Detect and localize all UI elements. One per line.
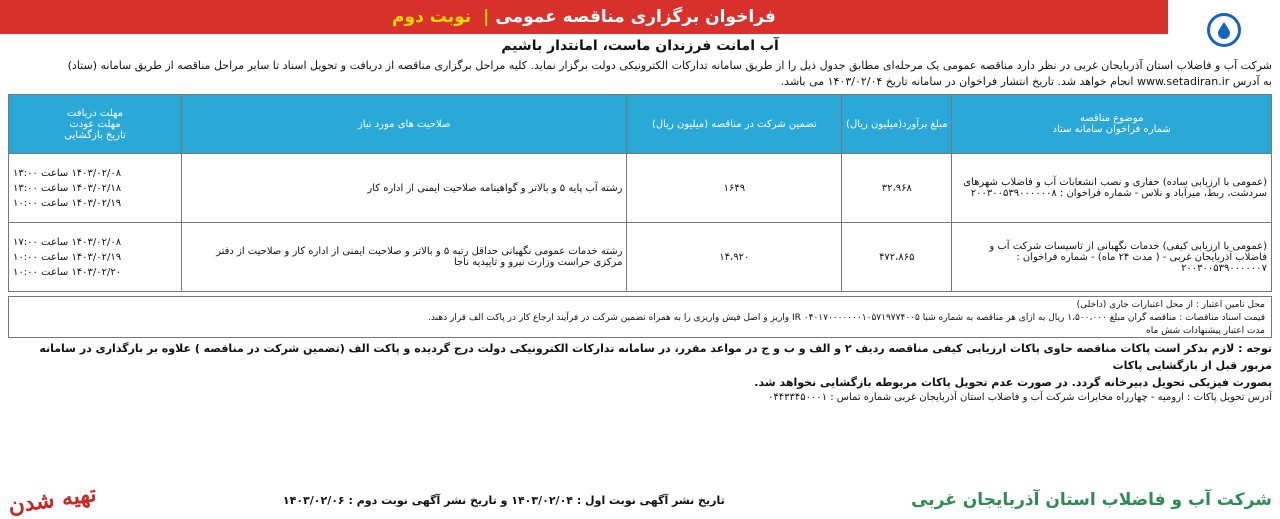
notice-footer	[0, 480, 1280, 519]
notice-title: فراخوان برگزاری مناقصه عمومی	[495, 7, 776, 27]
row-qualifications: رشته آب پایه ۵ و بالاتر و گواهینامه صلاحیت ایمنی از اداره کار	[181, 154, 626, 223]
tender-table	[8, 94, 1272, 292]
company-name: شرکت آب و فاضلاب استان آذربایجان غربی	[911, 490, 1272, 510]
title-separator: |	[483, 7, 490, 27]
row-date-opening: ۱۴۰۳/۰۲/۱۹ ساعت ۱۰:۰۰	[13, 197, 122, 209]
row-date-receive: ۱۴۰۳/۰۲/۰۸ ساعت ۱۷:۰۰	[13, 236, 122, 248]
header-subject-line1: موضوع مناقصه	[1079, 113, 1144, 124]
header-deadline-line2: مهلت عودت	[69, 118, 121, 130]
row-dates	[9, 223, 182, 292]
header-estimate: مبلغ برآورد(میلیون ریال)	[842, 95, 952, 154]
publish-dates: تاریخ نشر آگهی نوبت اول : ۱۴۰۳/۰۲/۰۴ و تاریخ نشر آگهی نوبت دوم : ۱۴۰۳/۰۲/۰۶	[282, 493, 725, 507]
row-subject: (عمومی با ارزیابی ساده) حفاری و نصب انشعابات آب و فاضلاب شهرهای سردشت، ربط، میرآباد و نلاس - شماره فراخوان : ۲۰۰۳۰۰۵۳۹۰۰۰۰۰۰۸	[952, 154, 1272, 223]
notice-slogan: آب امانت فرزندان ماست، امانتدار باشیم	[501, 38, 779, 54]
row-guarantee: ۱۶۴۹	[627, 154, 842, 223]
title-bar	[0, 0, 1168, 34]
row-date-return: ۱۴۰۳/۰۲/۱۹ ساعت ۱۰:۰۰	[13, 251, 122, 263]
row-date-opening: ۱۴۰۳/۰۲/۲۰ ساعت ۱۰:۰۰	[13, 266, 122, 278]
row-estimate: ۳۲،۹۶۸	[842, 154, 952, 223]
publisher-stamp: تهیه شدن	[6, 480, 98, 519]
row-date-receive: ۱۴۰۳/۰۲/۰۸ ساعت ۱۳:۰۰	[13, 167, 122, 179]
delivery-address: آدرس تحویل پاکات : ارومیه - چهارراه مخابرات شرکت آب و فاضلاب استان آذربایجان غربی شماره تماس : ۰۴۴۳۳۴۵۰۰۰۱	[767, 392, 1272, 403]
notes-document-price: قیمت اسناد مناقصات : مناقصه گران مبلغ ۱،۵۰۰،۰۰۰ ریال به ازای هر مناقصه به شماره شبا IR ۰۴۰۱۷۰۰۰۰۰۰۰۱۰۵۷۱۹۷۷۴۰۰۵ واریز و اصل فیش واریزی را به همراه تضمین شرکت در فرآیند ارجاع کار در پاکت الف قرار دهند.	[428, 313, 1265, 323]
header-subject	[952, 95, 1272, 154]
row-subject: (عمومی با ارزیابی کیفی) خدمات نگهبانی از تاسیسات شرکت آب و فاضلاب آذربایجان غربی - ( مدت ۲۴ ماه) - شماره فراخوان : ۲۰۰۳۰۰۵۳۹۰۰۰۰۰۰۷	[952, 223, 1272, 292]
notice-header	[0, 0, 1280, 60]
intro-line-2: به آدرس www.setadiran.ir انجام خواهد شد. تاریخ انتشار فراخوان در سامانه تاریخ ۱۴۰۳/۰۲/۰۴ می باشد.	[780, 75, 1272, 88]
intro-line-1: شرکت آب و فاضلاب استان آذربایجان غربی در نظر دارد مناقصه عمومی یک مرحله‌ای مطابق جدول ذیل را از طریق سامانه تدارکات الکترونیکی دولت برگزار نماید. کلیه مراحل برگزاری مناقصه از دریافت و تحویل اسناد تا سایر مراحل مناقصه از طریق سامانه (ستاد)	[67, 59, 1272, 72]
warning-text	[0, 338, 1280, 391]
notes-funding: محل تامین اعتبار : از محل اعتبارات جاری (داخلی)	[1076, 300, 1265, 310]
notes-validity: مدت اعتبار پیشنهادات شش ماه	[1146, 326, 1265, 336]
row-dates	[9, 154, 182, 223]
header-deadline-line3: تاریخ بازگشایی	[64, 129, 126, 141]
header-subject-line2: شماره فراخوان سامانه ستاد	[1052, 124, 1171, 135]
row-guarantee: ۱۴،۹۲۰	[627, 223, 842, 292]
header-qualifications: صلاحیت های مورد نیاز	[181, 95, 626, 154]
notice-intro	[0, 58, 1280, 90]
warning-line-1: توجه : لازم بذکر است پاکات مناقصه حاوی پاکات ارزیابی کیفی مناقصه ردیف ۲ و الف و ب و ج در مواعد مقرر، در سامانه تدارکات الکترونیکی دولت درج گردیده و پاکت الف (تضمین شرکت در مناقصه ) علاوه بر بارگذاری در سامانه مزبور قبل از بازگشایی پاکات	[39, 342, 1272, 372]
table-row	[9, 154, 1272, 223]
warning-line-2: بصورت فیزیکی تحویل دبیرخانه گردد. در صورت عدم تحویل پاکات مربوطه بازگشایی نخواهد شد.	[754, 376, 1272, 389]
header-deadlines	[9, 95, 182, 154]
row-date-return: ۱۴۰۳/۰۲/۱۸ ساعت ۱۳:۰۰	[13, 182, 122, 194]
row-qualifications: رشته خدمات عمومی نگهبانی حداقل رتبه ۵ و بالاتر و صلاحیت ایمنی از اداره کار و صلاحیت از دفتر مرکزی حراست وزارت نیرو و تاییدیه ناجا	[181, 223, 626, 292]
header-guarantee: تضمین شرکت در مناقصه (میلیون ریال)	[627, 95, 842, 154]
notice-round: نوبت دوم	[392, 7, 472, 27]
row-estimate: ۴۷۲،۸۶۵	[842, 223, 952, 292]
table-header-row	[9, 95, 1272, 154]
notes-box	[8, 296, 1272, 338]
header-deadline-line1: مهلت دریافت	[66, 107, 123, 119]
table-row	[9, 223, 1272, 292]
